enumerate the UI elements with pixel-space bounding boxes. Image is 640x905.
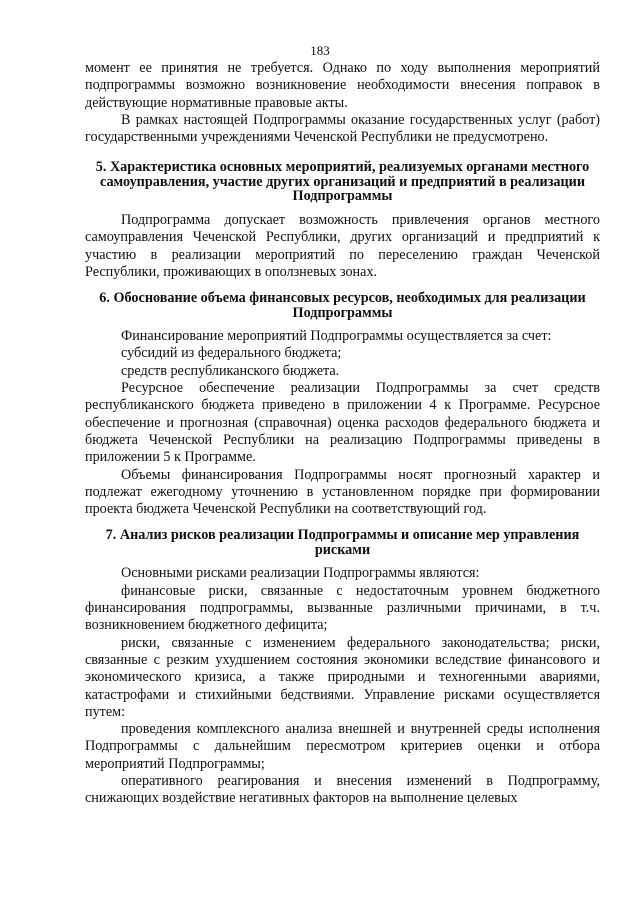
paragraph: Основными рисками реализации Подпрограммы являются:	[121, 565, 480, 582]
list-item: риски, связанные с изменением федерального законодательства; риски, связанные с резким ухудшением состояния экономики вследствие финансового и экономического кризиса, а также природными и техногенными авариями, катастрофами и стихийными бедствиями. Управление рисками осуществляется путем:	[85, 634, 600, 720]
list-item: оперативного реагирования и внесения изменений в Подпрограмму, снижающих воздействие негативных факторов на выполнение целевых	[85, 773, 600, 807]
list-item: средств республиканского бюджета.	[121, 362, 340, 379]
section-heading-7: 7. Анализ рисков реализации Подпрограммы и описание мер управления рисками	[105, 527, 580, 558]
document-body	[85, 60, 600, 808]
paragraph: Подпрограмма допускает возможность привлечения органов местного самоуправления Чеченской Республики, других организаций и предприятий к участию в реализации мероприятий по переселению граждан Чеченской Республики, проживающих в оползневых зонах.	[85, 211, 600, 280]
paragraph: Финансирование мероприятий Подпрограммы осуществляется за счет:	[121, 328, 552, 345]
paragraph: момент ее принятия не требуется. Однако по ходу выполнения мероприятий подпрограммы возможно возникновение необходимости внесения поправок в действующие нормативные правовые акты.	[85, 60, 600, 111]
paragraph: Ресурсное обеспечение реализации Подпрограммы за счет средств республиканского бюджета приведено в приложении 4 к Программе. Ресурсное обеспечение и прогнозная (справочная) оценка расходов федерального бюджета и бюджета Чеченской Республики на реализацию Подпрограммы приведены в приложении 5 к Программе.	[85, 380, 600, 466]
list-item: финансовые риски, связанные с недостаточным уровнем бюджетного финансирования подпрограммы, вызванные различными причинами, в т.ч. возникновением бюджетного дефицита;	[85, 582, 600, 634]
list-item: субсидий из федерального бюджета;	[121, 345, 342, 362]
list-item: проведения комплексного анализа внешней и внутренней среды исполнения Подпрограммы с дальнейшим пересмотром критериев оценки и отбора мероприятий Подпрограммы;	[85, 721, 600, 772]
section-heading-6: 6. Обоснование объема финансовых ресурсов, необходимых для реализации Подпрограммы	[99, 290, 586, 321]
section-heading-5: 5. Характеристика основных мероприятий, реализуемых органами местного самоуправления, участие других организаций и предприятий в реализации Подпрограммы	[95, 159, 590, 205]
page-number: 183	[310, 43, 330, 58]
paragraph: В рамках настоящей Подпрограммы оказание государственных услуг (работ) государственными учреждениями Чеченской Республики не предусмотрено.	[85, 111, 600, 146]
paragraph: Объемы финансирования Подпрограммы носят прогнозный характер и подлежат ежегодному уточнению в установленном порядке при формировании проекта бюджета Чеченской Республики на соответствующий год.	[85, 466, 600, 518]
